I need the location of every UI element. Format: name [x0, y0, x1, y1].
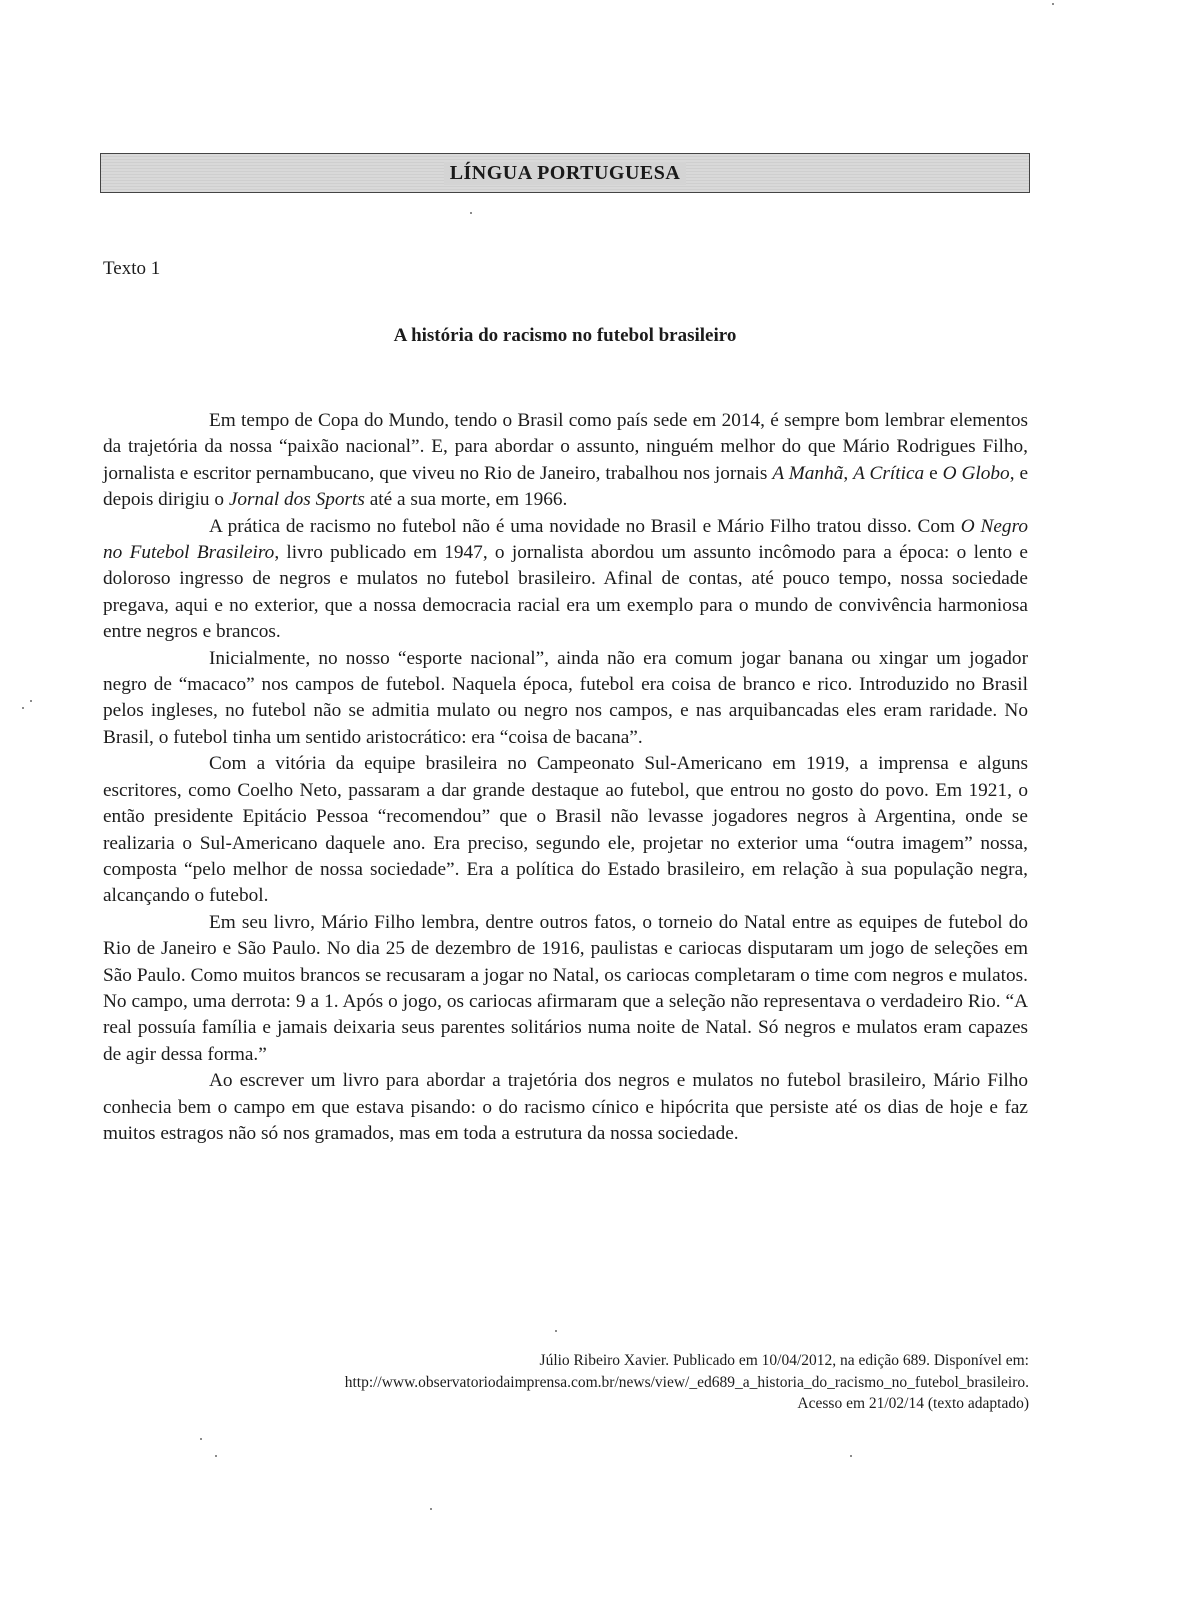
paragraph-3: Inicialmente, no nosso “esporte nacional”, ainda não era comum jogar banana ou xingar um jogador negro de “macaco” nos campos de futebol. Naquela época, futebol era coisa de branco e rico. Introduzido no Brasil pelos ingleses, no futebol não se admitia mulato ou negro nos campos, e nas arquibancadas eles eram raridade. No Brasil, o futebol tinha um sentido aristocrático: era “coisa de bacana”.: [103, 647, 1028, 748]
scan-speck: [215, 1455, 217, 1457]
paragraph-2: A prática de racismo no futebol não é uma novidade no Brasil e Mário Filho tratou disso. Com O Negro no Futebol Brasileiro, livro publicado em 1947, o jornalista abordou um assunto incômodo para a época: o lento e doloroso ingresso de negros e mulatos no futebol brasileiro. Afinal de contas, até pouco tempo, nossa sociedade pregava, aqui e no exterior, que a nossa democracia racial era um exemplo para o mundo de convivência harmoniosa entre negros e brancos.: [103, 515, 1028, 643]
source-citation: [129, 1350, 1029, 1415]
article-title: A história do racismo no futebol brasileiro: [393, 325, 737, 346]
scan-speck: [200, 1438, 202, 1440]
paragraph-6: Ao escrever um livro para abordar a trajetória dos negros e mulatos no futebol brasileiro, Mário Filho conhecia bem o campo em que estava pisando: o do racismo cínico e hipócrita que persiste até os dias de hoje e faz muitos estragos não só nos gramados, mas em toda a estrutura da nossa sociedade.: [103, 1070, 1028, 1144]
paragraph-1: Em tempo de Copa do Mundo, tendo o Brasil como país sede em 2014, é sempre bom lembrar elementos da trajetória da nossa “paixão nacional”. E, para abordar o assunto, ninguém melhor do que Mário Rodrigues Filho, jornalista e escritor pernambucano, que viveu no Rio de Janeiro, trabalhou nos jornais A Manhã, A Crítica e O Globo, e depois dirigiu o Jornal dos Sports até a sua morte, em 1966.: [103, 410, 1029, 511]
article-body: [103, 408, 1028, 1147]
scan-speck: [1052, 3, 1054, 5]
citation-author-line: Júlio Ribeiro Xavier. Publicado em 10/04/2012, na edição 689. Disponível em:: [539, 1352, 1029, 1369]
scan-speck: [430, 1508, 432, 1510]
scan-speck: [555, 1330, 557, 1332]
section-banner: [100, 153, 1030, 193]
text-label: Texto 1: [103, 258, 161, 279]
paragraph-4: Com a vitória da equipe brasileira no Campeonato Sul-Americano em 1919, a imprensa e alguns escritores, como Coelho Neto, passaram a dar grande destaque ao futebol, que entrou no gosto do povo. Em 1921, o então presidente Epitácio Pessoa “recomendou” que o Brasil não levasse jogadores negros à Argentina, onde se realizaria o Sul-Americano daquele ano. Era preciso, segundo ele, projetar no exterior uma “outra imagem” nossa, composta “pelo melhor de nossa sociedade”. Era a política do Estado brasileiro, em relação à sua população negra, alcançando o futebol.: [103, 753, 1028, 907]
scan-speck: [470, 212, 472, 214]
citation-access-date: Acesso em 21/02/14 (texto adaptado): [797, 1395, 1029, 1412]
scan-speck: [850, 1455, 852, 1457]
citation-url: http://www.observatoriodaimprensa.com.br/news/view/_ed689_a_historia_do_racismo_no_futebol_brasileiro.: [344, 1373, 1029, 1391]
scan-speck: [22, 707, 24, 709]
paragraph-5: Em seu livro, Mário Filho lembra, dentre outros fatos, o torneio do Natal entre as equipes de futebol do Rio de Janeiro e São Paulo. No dia 25 de dezembro de 1916, paulistas e cariocas disputaram um jogo de seleções em São Paulo. Como muitos brancos se recusaram a jogar no Natal, os cariocas completaram o time com negros e mulatos. No campo, uma derrota: 9 a 1. Após o jogo, os cariocas afirmaram que a seleção não representava o verdadeiro Rio. “A real possuía família e jamais deixaria seus parentes solitários numa noite de Natal. Só negros e mulatos eram capazes de agir dessa forma.”: [103, 911, 1028, 1065]
scan-speck: [30, 700, 32, 702]
section-title: LÍNGUA PORTUGUESA: [444, 162, 687, 185]
